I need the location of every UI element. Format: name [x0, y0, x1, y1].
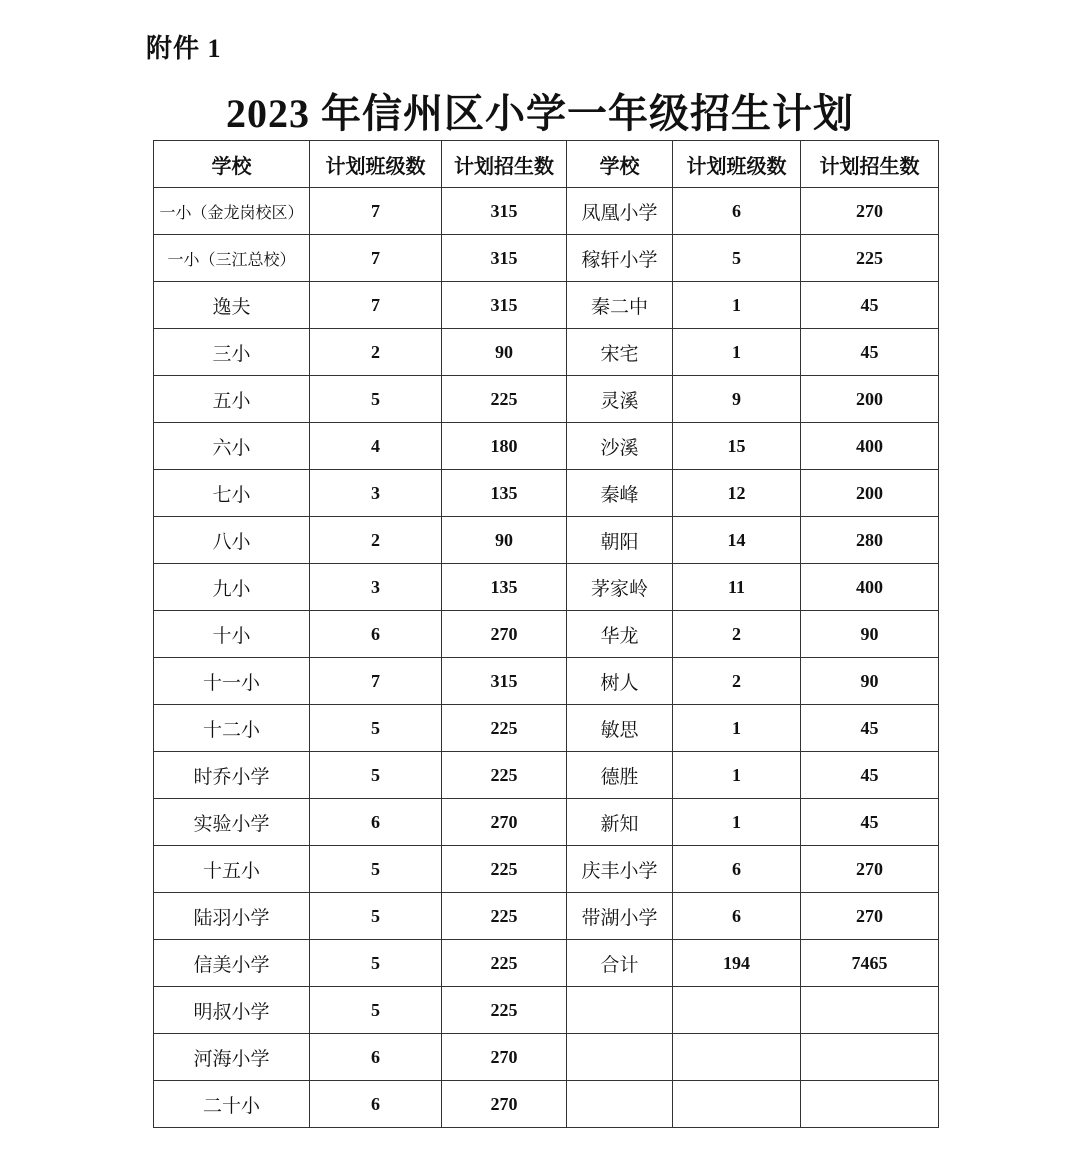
- header-school-right: 学校: [567, 141, 673, 188]
- classes-cell-left: 2: [310, 517, 442, 564]
- enrollment-cell-left: 315: [442, 282, 567, 329]
- classes-cell-right: 12: [673, 470, 801, 517]
- header-classes-left: 计划班级数: [310, 141, 442, 188]
- enrollment-cell-left: 270: [442, 1081, 567, 1128]
- classes-cell-left: 6: [310, 799, 442, 846]
- classes-cell-left: 3: [310, 470, 442, 517]
- classes-cell-left: 7: [310, 235, 442, 282]
- school-cell-left: 九小: [154, 564, 310, 611]
- school-cell-left: 时乔小学: [154, 752, 310, 799]
- classes-cell-right: 1: [673, 752, 801, 799]
- school-cell-right: 带湖小学: [567, 893, 673, 940]
- classes-cell-left: 6: [310, 1034, 442, 1081]
- enrollment-cell-left: 225: [442, 893, 567, 940]
- classes-cell-right: 1: [673, 282, 801, 329]
- header-enrollment-right: 计划招生数: [801, 141, 939, 188]
- table-row: [154, 658, 939, 705]
- enrollment-cell-right: 45: [801, 329, 939, 376]
- classes-cell-left: 6: [310, 611, 442, 658]
- table-row: [154, 517, 939, 564]
- classes-cell-right: 15: [673, 423, 801, 470]
- classes-cell-left: 5: [310, 987, 442, 1034]
- school-cell-left: 实验小学: [154, 799, 310, 846]
- school-cell-left: 陆羽小学: [154, 893, 310, 940]
- table-row: [154, 188, 939, 235]
- enrollment-cell-left: 180: [442, 423, 567, 470]
- table-body: [154, 188, 939, 1128]
- school-cell-right: 华龙: [567, 611, 673, 658]
- enrollment-cell-right: 270: [801, 188, 939, 235]
- school-cell-right: 德胜: [567, 752, 673, 799]
- enrollment-cell-left: 225: [442, 752, 567, 799]
- classes-cell-right: 9: [673, 376, 801, 423]
- school-cell-right: 树人: [567, 658, 673, 705]
- enrollment-cell-right: 7465: [801, 940, 939, 987]
- enrollment-cell-right: 200: [801, 376, 939, 423]
- classes-cell-left: 2: [310, 329, 442, 376]
- classes-cell-right: 1: [673, 705, 801, 752]
- enrollment-cell-right: 90: [801, 658, 939, 705]
- school-cell-right: 庆丰小学: [567, 846, 673, 893]
- school-cell-right: 秦峰: [567, 470, 673, 517]
- enrollment-cell-left: 225: [442, 846, 567, 893]
- school-cell-left: 明叔小学: [154, 987, 310, 1034]
- school-cell-right: [567, 1081, 673, 1128]
- school-cell-left: 八小: [154, 517, 310, 564]
- table-row: [154, 329, 939, 376]
- school-cell-left: 一小（金龙岗校区）: [154, 188, 310, 235]
- enrollment-cell-right: 90: [801, 611, 939, 658]
- school-cell-left: 二十小: [154, 1081, 310, 1128]
- classes-cell-right: [673, 1034, 801, 1081]
- classes-cell-right: 1: [673, 799, 801, 846]
- enrollment-cell-right: [801, 1034, 939, 1081]
- table-row: [154, 564, 939, 611]
- classes-cell-right: 11: [673, 564, 801, 611]
- enrollment-cell-right: [801, 987, 939, 1034]
- school-cell-right: [567, 1034, 673, 1081]
- enrollment-cell-left: 90: [442, 517, 567, 564]
- classes-cell-right: 2: [673, 611, 801, 658]
- school-cell-left: 十小: [154, 611, 310, 658]
- enrollment-cell-left: 270: [442, 799, 567, 846]
- classes-cell-left: 7: [310, 658, 442, 705]
- document-title: 2023 年信州区小学一年级招生计划: [226, 91, 854, 136]
- enrollment-cell-right: [801, 1081, 939, 1128]
- classes-cell-right: 1: [673, 329, 801, 376]
- classes-cell-left: 5: [310, 846, 442, 893]
- school-cell-right: 凤凰小学: [567, 188, 673, 235]
- enrollment-cell-right: 280: [801, 517, 939, 564]
- enrollment-cell-right: 225: [801, 235, 939, 282]
- classes-cell-right: 6: [673, 893, 801, 940]
- school-cell-left: 五小: [154, 376, 310, 423]
- school-cell-left: 逸夫: [154, 282, 310, 329]
- header-enrollment-left: 计划招生数: [442, 141, 567, 188]
- school-cell-left: 六小: [154, 423, 310, 470]
- classes-cell-left: 5: [310, 940, 442, 987]
- school-cell-left: 十二小: [154, 705, 310, 752]
- enrollment-cell-left: 315: [442, 658, 567, 705]
- table-row: [154, 1081, 939, 1128]
- school-cell-right: 合计: [567, 940, 673, 987]
- school-cell-right: 灵溪: [567, 376, 673, 423]
- classes-cell-left: 5: [310, 376, 442, 423]
- classes-cell-left: 5: [310, 893, 442, 940]
- classes-cell-right: 14: [673, 517, 801, 564]
- classes-cell-left: 7: [310, 282, 442, 329]
- enrollment-cell-left: 225: [442, 376, 567, 423]
- table-row: [154, 282, 939, 329]
- table-row: [154, 893, 939, 940]
- enrollment-cell-left: 90: [442, 329, 567, 376]
- table-row: [154, 752, 939, 799]
- table-row: [154, 611, 939, 658]
- enrollment-cell-left: 135: [442, 470, 567, 517]
- enrollment-cell-right: 400: [801, 423, 939, 470]
- school-cell-right: 朝阳: [567, 517, 673, 564]
- header-school-left: 学校: [154, 141, 310, 188]
- table-row: [154, 940, 939, 987]
- enrollment-plan-table: [153, 140, 939, 1128]
- school-cell-right: 秦二中: [567, 282, 673, 329]
- enrollment-cell-left: 225: [442, 705, 567, 752]
- classes-cell-right: 6: [673, 188, 801, 235]
- enrollment-cell-left: 270: [442, 1034, 567, 1081]
- classes-cell-left: 5: [310, 752, 442, 799]
- enrollment-cell-right: 45: [801, 705, 939, 752]
- table-row: [154, 423, 939, 470]
- table-row: [154, 799, 939, 846]
- school-cell-right: 新知: [567, 799, 673, 846]
- school-cell-right: 宋宅: [567, 329, 673, 376]
- enrollment-cell-right: 400: [801, 564, 939, 611]
- enrollment-cell-right: 45: [801, 752, 939, 799]
- classes-cell-left: 3: [310, 564, 442, 611]
- school-cell-right: 稼轩小学: [567, 235, 673, 282]
- school-cell-left: 三小: [154, 329, 310, 376]
- classes-cell-left: 7: [310, 188, 442, 235]
- enrollment-cell-left: 270: [442, 611, 567, 658]
- classes-cell-right: [673, 1081, 801, 1128]
- table-header-row: [154, 141, 939, 188]
- classes-cell-right: 5: [673, 235, 801, 282]
- school-cell-right: 敏思: [567, 705, 673, 752]
- classes-cell-left: 5: [310, 705, 442, 752]
- table-row: [154, 235, 939, 282]
- school-cell-right: [567, 987, 673, 1034]
- enrollment-cell-right: 45: [801, 799, 939, 846]
- school-cell-left: 信美小学: [154, 940, 310, 987]
- school-cell-right: 沙溪: [567, 423, 673, 470]
- classes-cell-right: 6: [673, 846, 801, 893]
- classes-cell-left: 4: [310, 423, 442, 470]
- enrollment-cell-left: 225: [442, 940, 567, 987]
- school-cell-left: 一小（三江总校）: [154, 235, 310, 282]
- table-row: [154, 376, 939, 423]
- table-row: [154, 470, 939, 517]
- enrollment-cell-left: 225: [442, 987, 567, 1034]
- enrollment-cell-left: 135: [442, 564, 567, 611]
- enrollment-cell-right: 200: [801, 470, 939, 517]
- school-cell-right: 茅家岭: [567, 564, 673, 611]
- classes-cell-right: 2: [673, 658, 801, 705]
- enrollment-cell-left: 315: [442, 235, 567, 282]
- enrollment-cell-right: 270: [801, 846, 939, 893]
- enrollment-cell-right: 270: [801, 893, 939, 940]
- table-row: [154, 1034, 939, 1081]
- school-cell-left: 十一小: [154, 658, 310, 705]
- school-cell-left: 河海小学: [154, 1034, 310, 1081]
- table-row: [154, 846, 939, 893]
- table-row: [154, 987, 939, 1034]
- classes-cell-left: 6: [310, 1081, 442, 1128]
- school-cell-left: 十五小: [154, 846, 310, 893]
- enrollment-cell-right: 45: [801, 282, 939, 329]
- classes-cell-right: 194: [673, 940, 801, 987]
- school-cell-left: 七小: [154, 470, 310, 517]
- header-classes-right: 计划班级数: [673, 141, 801, 188]
- table-row: [154, 705, 939, 752]
- classes-cell-right: [673, 987, 801, 1034]
- enrollment-cell-left: 315: [442, 188, 567, 235]
- attachment-label: 附件 1: [146, 34, 222, 63]
